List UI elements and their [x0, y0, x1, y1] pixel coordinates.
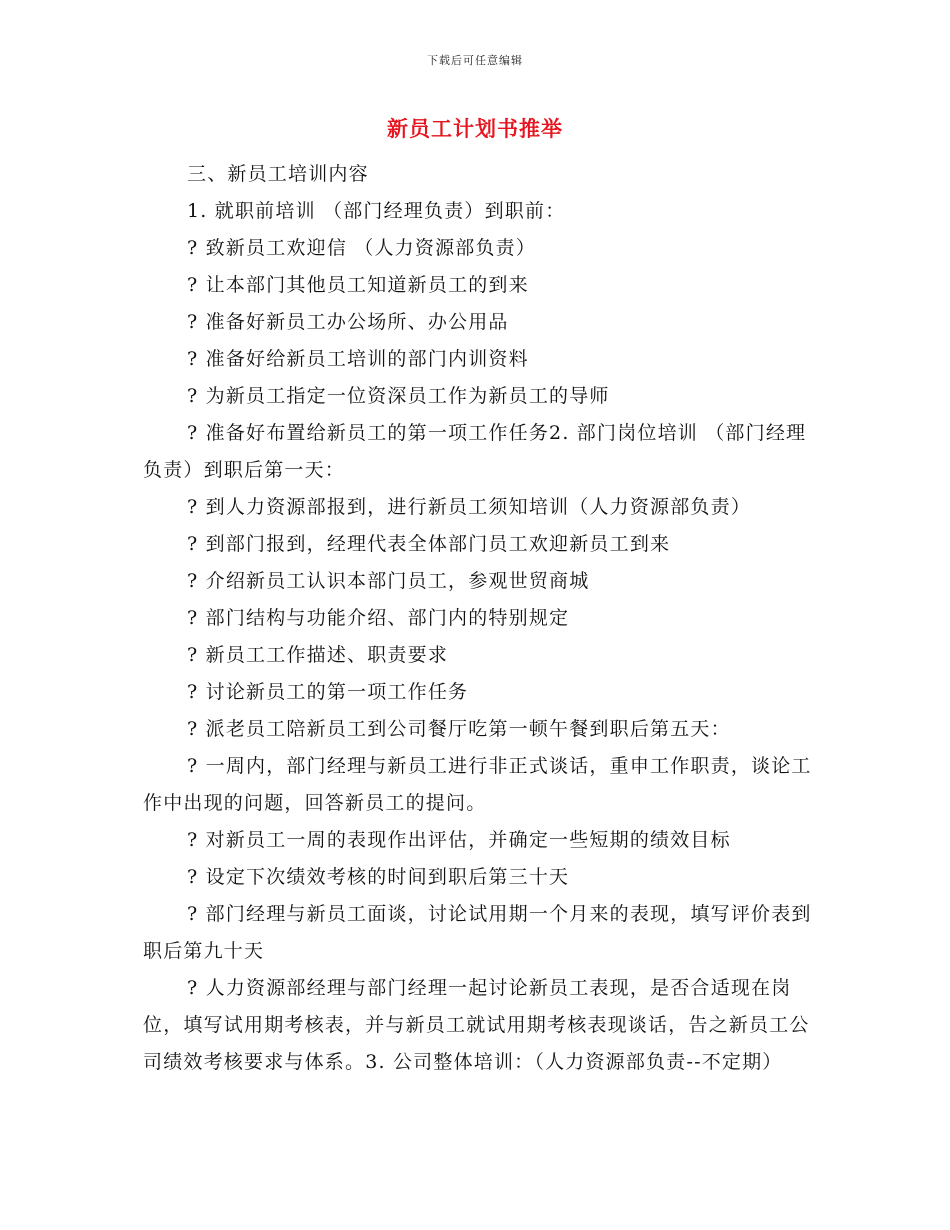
header-note: 下载后可任意编辑: [427, 54, 523, 67]
list-item: ? 部门结构与功能介绍、部门内的特别规定: [187, 607, 570, 629]
paragraph: 三、新员工培训内容: [187, 163, 369, 185]
list-item: ? 设定下次绩效考核的时间到职后第三十天: [187, 866, 570, 888]
list-item: ? 到人力资源部报到，进行新员工须知培训（人力资源部负责）: [187, 496, 752, 518]
list-item: ? 让本部门其他员工知道新员工的到来: [187, 274, 529, 296]
list-item: ? 介绍新员工认识本部门员工，参观世贸商城: [187, 570, 590, 592]
paragraph: 1. 就职前培训 （部门经理负责）到职前：: [187, 200, 566, 222]
list-item: ? 为新员工指定一位资深员工作为新员工的导师: [187, 385, 610, 407]
list-item: ? 一周内，部门经理与新员工进行非正式谈话，重申工作职责，谈论工作中出现的问题，回答新员工的提问。: [143, 755, 812, 814]
document-title: 新员工计划书推举: [387, 117, 563, 141]
list-item: ? 对新员工一周的表现作出评估，并确定一些短期的绩效目标: [187, 829, 731, 851]
list-item: ? 到部门报到，经理代表全体部门员工欢迎新员工到来: [187, 533, 671, 555]
list-item: ? 部门经理与新员工面谈，讨论试用期一个月来的表现，填写评价表到职后第九十天: [143, 903, 812, 962]
list-item: ? 准备好布置给新员工的第一项工作任务2. 部门岗位培训 （部门经理负责）到职后第一天：: [143, 422, 807, 481]
list-item: ? 准备好给新员工培训的部门内训资料: [187, 348, 529, 370]
list-item: ? 新员工工作描述、职责要求: [187, 644, 449, 666]
list-item: ? 准备好新员工办公场所、办公用品: [187, 311, 509, 333]
list-item: ? 人力资源部经理与部门经理一起讨论新员工表现，是否合适现在岗位，填写试用期考核表，并与新员工就试用期考核表现谈话，告之新员工公司绩效考核要求与体系。3. 公司整体培训：（人力资源部负责--不定期）: [143, 977, 810, 1073]
list-item: ? 致新员工欢迎信 （人力资源部负责）: [187, 237, 537, 259]
list-item: ? 派老员工陪新员工到公司餐厅吃第一顿午餐到职后第五天：: [187, 718, 731, 740]
document-body: [143, 156, 815, 1081]
list-item: ? 讨论新员工的第一项工作任务: [187, 681, 469, 703]
